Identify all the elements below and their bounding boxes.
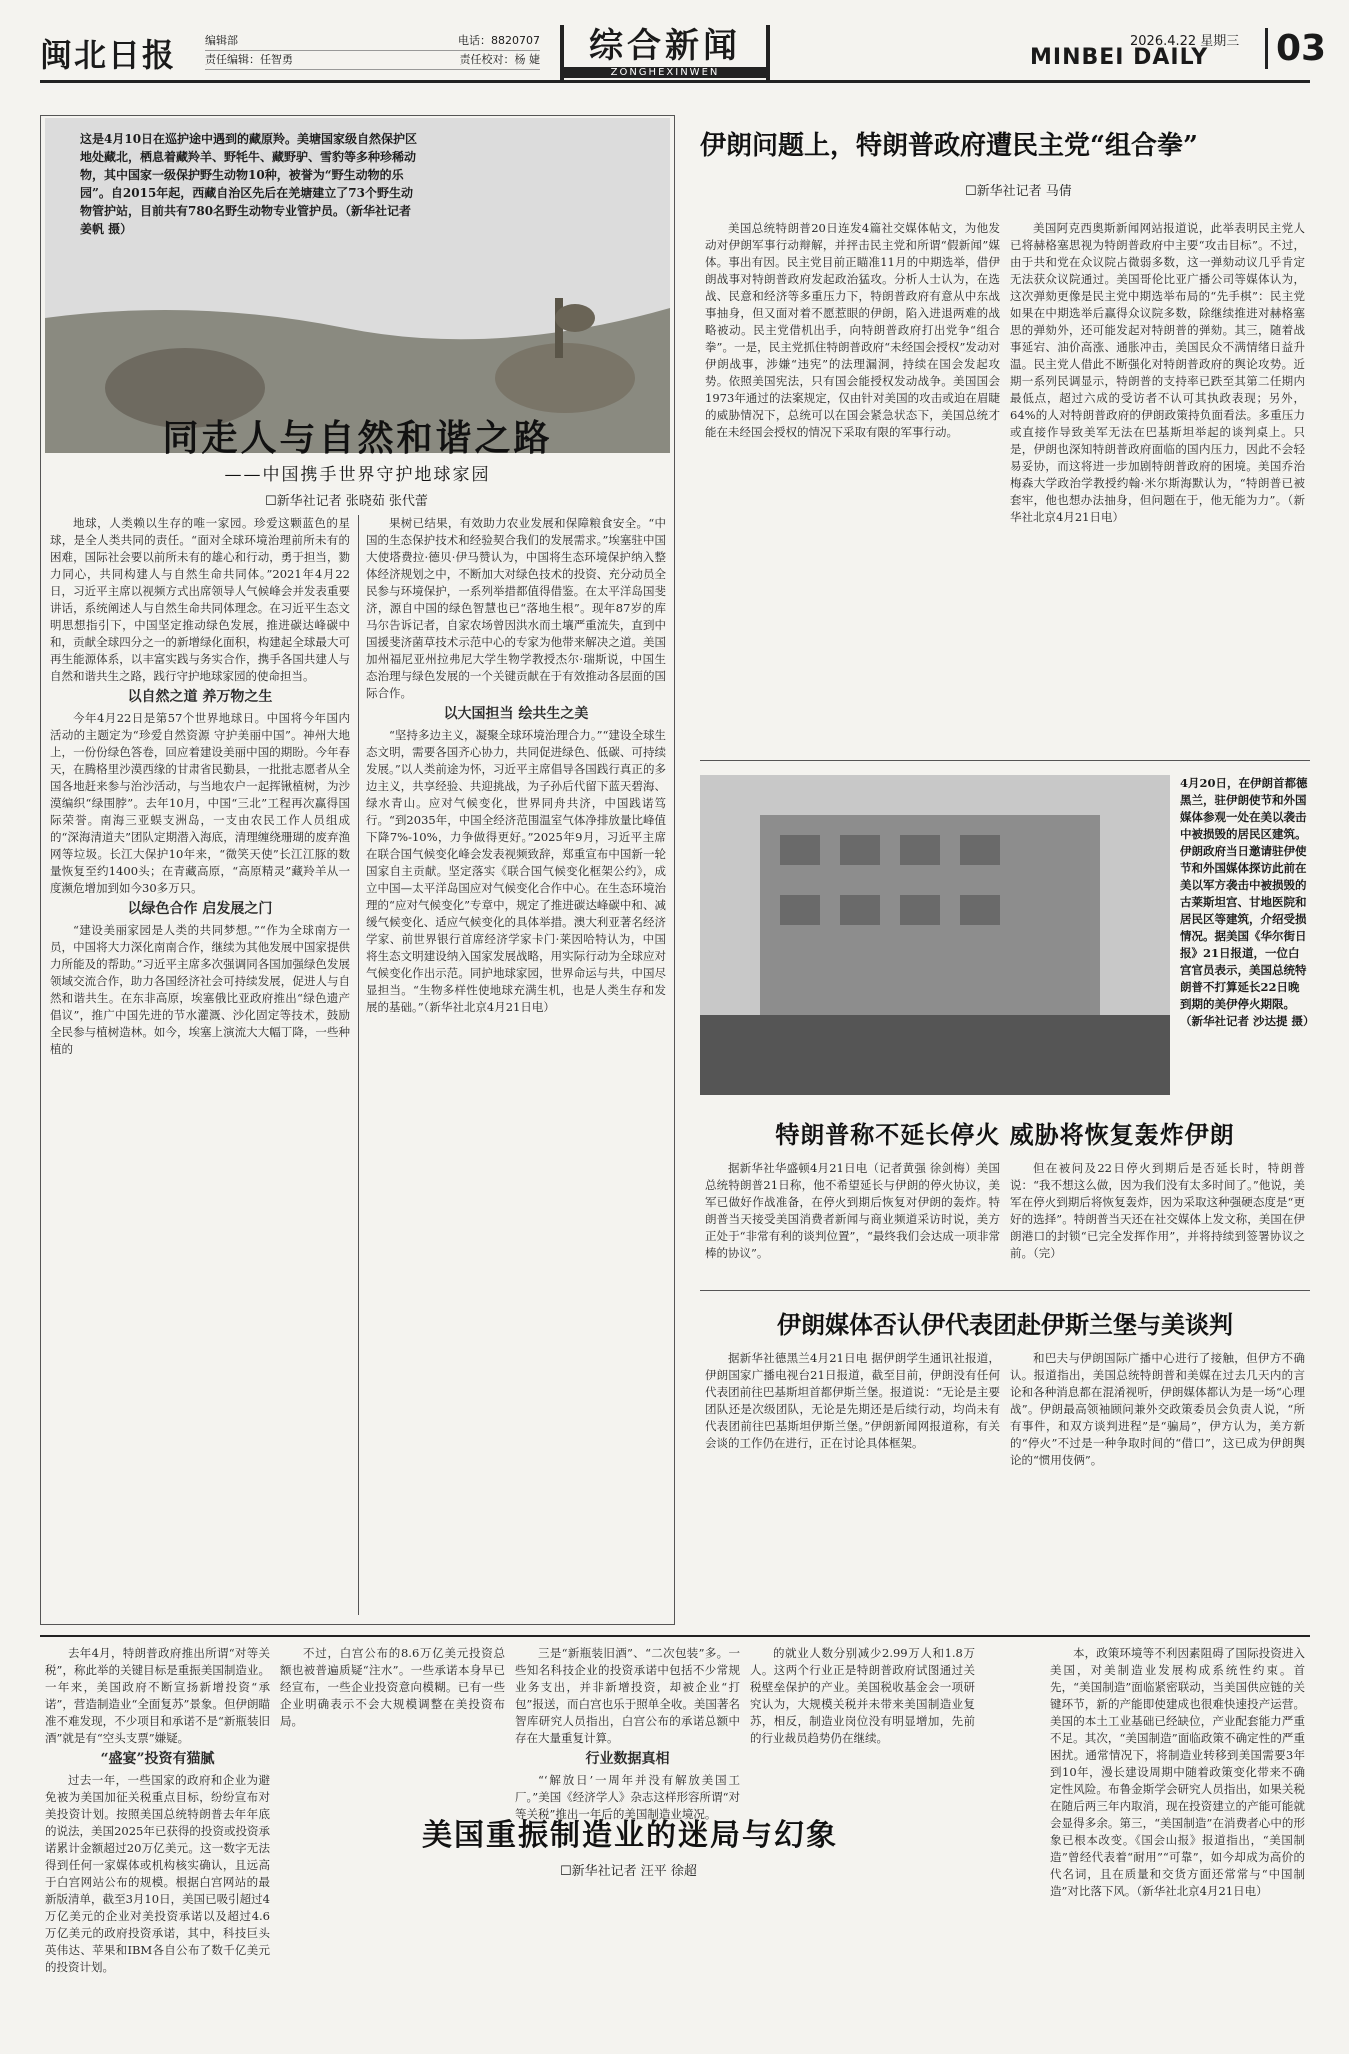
editor-name: 责任编辑：任智勇: [205, 53, 293, 66]
story4-para-2: 和巴夫与伊朗国际广播中心进行了接触，但伊方不确认。报道指出，美国总统特朗普和美媒在过去几天内的言论和各种消息都在混淆视听，伊朗媒体都认为是一场“心理战”。伊朗最高领袖顾问兼外交政策委员会负责人说，“所有事件，和双方谈判进程”是“骗局”，伊方认为，美方新的“停火”不过是一种争取时间的“借口”，这已成为伊朗舆论的“惯用伎俩”。: [1010, 1351, 1305, 1467]
daily-name: MINBEI DAILY: [1030, 45, 1209, 70]
story4-column-2: [1010, 1350, 1305, 1469]
page-number: 03: [1265, 28, 1326, 69]
story5-title: 美国重振制造业的迷局与幻象: [422, 1818, 838, 1853]
section-title: 综合新闻: [589, 26, 741, 66]
story-divider: [700, 1290, 1310, 1291]
story4-para-1: 据新华社德黑兰4月21日电 据伊朗学生通讯社报道，伊朗国家广播电视台21日报道，截至目前，伊朗没有任何代表团前往巴基斯坦首都伊斯兰堡。报道说：“无论是主要团队还是次级团队，无论是先期还是后续行动，均尚未有代表团前往巴基斯坦伊斯兰堡。”伊朗新闻网报道称，有关会谈的工作仍在进行，正在讨论具体框架。: [705, 1351, 1000, 1450]
story1-para-4: 果树已结果，有效助力农业发展和保障粮食安全。“中国的生态保护技术和经验契合我们的发展需求。”埃塞驻中国大使塔费拉·德贝·伊马赞认为，中国将生态环境保护纳入整体经济规划之中，不断加大对绿色技术的投资、充分动员全民参与环境保护，一系列举措都值得借鉴。在太平洋岛国斐济，源自中国的绿色智慧也已“落地生根”。现年87岁的库马尔告诉记者，自家农场曾因洪水而土壤严重流失，直到中国援斐济菌草技术示范中心的专家为他带来解决之道。美国加州福尼亚州拉弗尼大学生物学教授杰尔·瑞斯说，中国生态治理与绿色发展的一个关键贡献在于有效推动各层面的国际合作。: [366, 516, 666, 700]
story-divider: [700, 760, 1310, 761]
editor-phone: 电话：8820707: [458, 34, 540, 47]
story1-byline: ☐新华社记者 张晓茹 张代蕾: [265, 494, 428, 509]
story5-column-2: [280, 1645, 505, 1765]
story2-byline: ☐新华社记者 马倩: [965, 184, 1072, 199]
story3-para-1: 据新华社华盛顿4月21日电（记者黄强 徐剑梅）美国总统特朗普21日称，他不希望延长与伊朗的停火协议，美军已做好作战准备，在停火到期后恢复对伊朗的轰炸。特朗普当天接受美国消费者新闻与商业频道采访时说，美方正处于“非常有利的谈判位置”，“最终我们会达成一项非常棒的协议”。: [705, 1161, 1000, 1260]
story4-column-1: [705, 1350, 1000, 1452]
story5-column-5: [1050, 1645, 1305, 2045]
story5-para-1: 去年4月，特朗普政府推出所谓“对等关税”，称此举的关键目标是重振美国制造业。一年来，美国政府不断宣扬新增投资“承诺”，营造制造业“全面复苏”景象。但伊朗瞄准不难发现，不少项目和承诺不是“新瓶装旧酒”就是有“空头支票”嫌疑。: [45, 1646, 270, 1745]
story3-column-1: [705, 1160, 1000, 1262]
story2-para-2: 美国阿克西奥斯新闻网站报道说，此举表明民主党人已将赫格塞思视为特朗普政府中主要“攻击目标”。不过，由于共和党在众议院占微弱多数，这一弹劾动议几乎肯定无法获众议院通过。美国哥伦比亚广播公司等媒体认为，这次弹劾更像是民主党中期选举布局的“先手棋”：民主党如果在中期选举后赢得众议院多数，除继续推进对赫格塞思的弹劾外，还可能发起对特朗普的弹劾。其三，随着战事延宕、油价高涨、通胀冲击，美国民众不满情绪日益升温。民主党人借此不断强化对特朗普政府的舆论攻势。近期一系列民调显示，特朗普的支持率已跌至其第二任期内最低点，超过六成的受访者不认可其执政表现；另外，64%的人对特朗普政府的伊朗政策持负面看法。多重压力或直接作导致美军无法在巴基斯坦举起的谈判桌上。只是，伊朗也深知特朗普政府面临的国内压力，因此不会轻易妥协，而这将进一步加剧特朗普政府的困境。美国乔治梅森大学政治学教授约翰·米尔斯海默认为，“特朗普已被套牢，他也想办法抽身，但问题在于，他无能为力”。（新华社北京4月21日电）: [1010, 221, 1305, 524]
story1-para-5: “坚持多边主义，凝聚全球环境治理合力。”“建设全球生态文明，需要各国齐心协力，共同促进绿色、低碳、可持续发展。”以人类前途为怀，习近平主席倡导各国践行真正的多边主义，共享经验、共迎挑战，为子孙后代留下蓝天碧海、绿水青山。应对气候变化，世界同舟共济，中国践诺笃行。“到2035年，中国全经济范围温室气体净排放量比峰值下降7%-10%，力争做得更好。”2025年9月，习近平主席在联合国气候变化峰会发表视频致辞，郑重宣布中国新一轮国家自主贡献。坚定落实《联合国气候变化框架公约》，成立中国—太平洋岛国应对气候变化合作中心。在生态环境治理的“应对气候变化”专章中，规定了推进碳达峰碳中和、减缓气候变化、适应气候变化的具体举措。澳大利亚著名经济学家、前世界银行首席经济学家卡门·莱因哈特认为，中国将生态文明建设纳入国家发展战略，用实际行动为全球应对气候变化作出示范。同护地球家园，世界命运与共，中国尽显担当。“生物多样性使地球充满生机，也是人类生存和发展的基础。”（新华社北京4月21日电）: [366, 728, 666, 1014]
story3-para-2: 但在被问及22日停火到期后是否延长时，特朗普说：“我不想这么做，因为我们没有太多时间了。”他说，美军在停火到期后将恢复轰炸，因为采取这种强硬态度是“更好的选择”。特朗普当天还在社交媒体上发文称，美国在伊朗港口的封锁“已完全发挥作用”，并将持续到签署协议之前。（完）: [1010, 1161, 1305, 1260]
story5-subhead-2: 行业数据真相: [585, 1751, 670, 1767]
story1-column-2: [366, 515, 666, 1016]
story3-photo-caption: 4月20日，在伊朗首都德黑兰，驻伊朗使节和外国媒体参观一处在美以袭击中被损毁的居民区建筑。伊朗政府当日邀请驻伊使节和外国媒体探访此前在美以军方袭击中被损毁的古莱斯坦宫、甘地医院和居民区等建筑，介绍受损情况。据美国《华尔街日报》21日报道，一位白宫官员表示，美国总统特朗普不打算延长22日晚到期的美伊停火期限。（新华社记者 沙达提 摄）: [1180, 776, 1315, 1028]
story1-para-3: “建设美丽家园是人类的共同梦想。”“作为全球南方一员，中国将大力深化南南合作，继续为其他发展中国家提供力所能及的帮助。”习近平主席多次强调同各国加强绿色发展领域交流合作，助力各国经济社会可持续发展，促进人与自然和谐共生。在东非高原，埃塞俄比亚政府推出“绿色遗产倡议”，推广中国先进的节水灌溉、沙化固定等技术，鼓励全民参与植树造林。如今，埃塞上演流大大幅丁降，一些种植的: [50, 923, 350, 1056]
story5-byline: ☐新华社记者 汪平 徐超: [560, 1864, 697, 1879]
bottom-section-rule: [40, 1635, 1310, 1637]
story1-subtitle: ——中国携手世界守护地球家园: [224, 465, 491, 485]
masthead-rule: [40, 80, 1310, 83]
damaged-building-image: [700, 775, 1170, 1095]
newspaper-brand: 闽北日报: [40, 36, 177, 74]
story1-para-1: 地球，人类赖以生存的唯一家园。珍爱这颗蓝色的星球，是全人类共同的责任。“面对全球环境治理前所未有的困难，国际社会要以前所未有的雄心和行动，勇于担当，勠力同心，共同构建人与自然生命共同体。”2021年4月22日，习近平主席以视频方式出席领导人气候峰会并发表重要讲话，系统阐述人与自然生命共同体理念。在习近平生态文明思想指引下，中国坚定推动绿色发展，推进碳达峰碳中和，贡献全球四分之一的新增绿化面积，构建起全球最大可再生能源体系，以丰富实践与务实合作，携手各国共建人与自然和谐共生之路，践行守护地球家园的使命担当。: [50, 516, 350, 683]
story1-column-1: [50, 515, 350, 1058]
story3-column-2: [1010, 1160, 1305, 1262]
story5-para-2: 过去一年，一些国家的政府和企业为避免被为美国加征关税重点目标，纷纷宣布对美投资计划。按照美国总统特朗普去年年底的说法，美国2025年已获得的投资或投资承诺累计金额超过20万亿美元。这一数字无法得到任何一家媒体或机构核实确认，且远高于白宫网站公布的规模。根据白宫网站的最新版清单，截至3月10日，美国已吸引超过4万亿美元的企业对美投资承诺以及超过4.6万亿美元的政府投资承诺，其中，科技巨头英伟达、苹果和IBM各自公布了数千亿美元的投资计划。: [45, 1773, 270, 1974]
story3-photo: [700, 775, 1170, 1095]
story2-para-1: 美国总统特朗普20日连发4篇社交媒体帖文，为他发动对伊朗军事行动辩解，并抨击民主党和所谓“假新闻”媒体。事出有因。民主党目前正瞄准11月的中期选举，借伊朗战事对特朗普政府发起政治猛攻。分析人士认为，在选战、民意和经济等多重压力下，特朗普政府有意从中东战事抽身，但又面对着不愿惹眼的伊朗，陷入进退两难的战略被动。民主党借机出手，向特朗普政府打出党争“组合拳”。一是，民主党抓住特朗普政府“未经国会授权”发动对伊朗战事，涉嫌“违宪”的法理漏洞，持续在国会发起攻势。依照美国宪法，只有国会能授权发动战争。美国国会1973年通过的法案规定，仅由针对美国的攻击或迫在眉睫的威胁情况下，总统可以在国会紧急状态下，美国总统才能在未经国会授权的情况下采取有限的军事行动。: [705, 221, 1000, 439]
editor-row-1: [205, 32, 540, 51]
story2-title: 伊朗问题上，特朗普政府遭民主党“组合拳”: [700, 131, 1198, 161]
story1-photo-caption: 这是4月10日在巡护途中遇到的藏原羚。美塘国家级自然保护区地处藏北，栖息着藏羚羊、野牦牛、藏野驴、雪豹等多种珍稀动物，其中国家一级保护野生动物10种，被誉为“野生动物的乐园”。自2015年起，西藏自治区先后在羌塘建立了73个野生动物管护站，目前共有780名野生动物专业管护员。（新华社记者 姜帆 摄）: [80, 132, 418, 236]
story5-para-4: 三是“新瓶装旧酒”、“二次包装”多。一些知名科技企业的投资承诺中包括不少常规业务支出，并非新增投资，却被企业“打包”报送，而白宫也乐于照单全收。美国著名智库研究人员指出，白宫公布的承诺总额中存在大量重复计算。: [515, 1646, 740, 1745]
story5-para-3: 不过，白宫公布的8.6万亿美元投资总额也被普遍质疑“注水”。一些承诺本身早已经宣布，一些企业投资意向模糊。已有一些企业明确表示不会大规模调整在美投资布局。: [280, 1646, 505, 1728]
proofreader-name: 责任校对：杨 婕: [459, 53, 540, 66]
story1-title: 同走人与自然和谐之路: [162, 417, 553, 459]
story5-column-1: [45, 1645, 270, 1976]
story5-para-5: “‘解放日’一周年并没有解放美国工厂。”美国《经济学人》杂志这样形容所谓“对等关税”推出一年后的美国制造业境况。: [515, 1773, 740, 1821]
story2-column-2: [1010, 220, 1305, 526]
editor-row-2: [205, 51, 540, 70]
story3-title: 特朗普称不延长停火 威胁将恢复轰炸伊朗: [775, 1120, 1235, 1149]
story1-subhead-2: 以绿色合作 启发展之门: [127, 901, 273, 917]
column-divider: [358, 515, 359, 1615]
story1-para-2: 今年4月22日是第57个世界地球日。中国将今年国内活动的主题定为“珍爱自然资源 守护美丽中国”。神州大地上，一份份绿色答卷，回应着建设美丽中国的期盼。今年春天，在腾格里沙漠西缘的甘肃省民勤县，一批批志愿者从全国各地赶来参与治沙活动，与当地农户一起挥锹植树，为沙漠编织“绿围脖”。去年10月，中国“三北”工程再次赢得国际荣誉。南海三亚蜈支洲岛，一支由农民工作人员组成的“深海清道夫”团队定期潜入海底，清理缠绕珊瑚的废弃渔网等垃圾。长江大保护10年来，“微笑天使”长江江豚的数量恢复至约1400头；在青藏高原，“高原精灵”藏羚羊从一度濒危增加到如今30多万只。: [50, 711, 350, 895]
story2-column-1: [705, 220, 1000, 441]
story5-para-6: 的就业人数分别减少2.99万人和1.8万人。这两个行业正是特朗普政府试图通过关税壁垒保护的产业。美国税收基金会一项研究认为，大规模关税并未带来美国制造业复苏，相反，制造业岗位没有明显增加，先前的行业裁员趋势仍在继续。: [750, 1646, 975, 1745]
story5-subhead-1: “盛宴”投资有猫腻: [100, 1751, 215, 1767]
editor-info: [205, 32, 540, 70]
story1-subhead-3: 以大国担当 绘共生之美: [443, 706, 589, 722]
issue-date: 2026.4.22 星期三: [1130, 34, 1240, 49]
story5-para-7: 本，政策环境等不利因素阻碍了国际投资进入美国，对美制造业发展构成系统性约束。首先，“美国制造”面临紧密联动，当美国供应链的关键环节，新的产能即使建成也很难快速投产运营。美国的本土工业基础已经缺位，产业配套能力严重不足。其次，“美国制造”面临政策不确定性的严重困扰。通常情况下，将制造业转移到美国需要3年到10年，漫长建设周期中随着政策变化带来不确定性风险。布鲁金斯学会研究人员指出，如果关税在随后两三年内取消，现在投资建立的产能可能就会显得多余。第三，“美国制造”在消费者心中的形象已根本改变。《国会山报》报道指出，“美国制造”曾经代表着“耐用”“可靠”，如今却成为高价的代名词，且在质量和交货方面还常常与“中国制造”对比落下风。（新华社北京4月21日电）: [1050, 1646, 1305, 1898]
editor-label: 编辑部: [205, 34, 238, 47]
section-pinyin: ZONGHEXINWEN: [564, 67, 766, 78]
story1-subhead-1: 以自然之道 养万物之生: [127, 689, 273, 705]
story4-title: 伊朗媒体否认伊代表团赴伊斯兰堡与美谈判: [777, 1310, 1233, 1339]
story5-column-3: [515, 1645, 740, 1821]
story5-column-4: [750, 1645, 975, 1795]
section-banner: [560, 25, 770, 80]
